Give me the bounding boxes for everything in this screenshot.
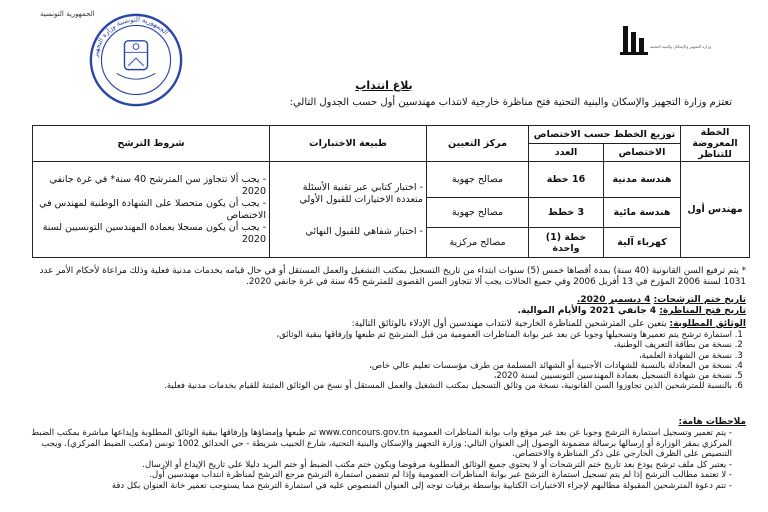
page-title: بلاغ انتداب [355, 79, 413, 92]
table-cell-count: خطة (1) واحدة [529, 228, 604, 258]
list-item: 3. نسخة من الشهادة العلمية، [16, 351, 732, 361]
age-footnote: * يتم ترفيع السن القانونية (40 سنة) بمدة أقصاها خمس (5) سنوات ابتداء من تاريخ التسجيل بمكتب التشغيل والعمل المستقل أو في حال قيامه بخدمات مدنية فعلية وذلك مراعاة لأحكام الأمر عدد 1031 لسنة 2006 المؤرخ في 13 أفريل 2006 وفي جميع الحالات يجب ألا تتجاوز السن القصوى للمترشح 45 سنة في غرة جانفي 2020. [39, 266, 746, 287]
header-tests: طبيعة الاختبارات [270, 126, 427, 162]
plan-cell: مهندس أول [681, 162, 750, 258]
table-cell-center: مصالح جهوية [427, 162, 529, 198]
list-item: - يعتبر كل ملف ترشح يودع بعد تاريخ ختم الترشحات أو لا يحتوي جميع الوثائق المطلوبة مرفوضا ويكون ختم مكتب الضبط أو ختم البريد دليلا على تاريخ الإيداع أو الإرسال. [16, 460, 732, 471]
table-cell-center: مصالح جهوية [427, 198, 529, 228]
conditions-cell [33, 162, 270, 258]
notes-section [16, 417, 746, 492]
notes-label: ملاحظات هامة: [678, 417, 746, 427]
table-cell-count: 16 خطة [529, 162, 604, 198]
header-count: العدد [529, 144, 604, 162]
list-item: 4. نسخة من المعادلة بالنسبة للشهادات الأجنبية أو الشهائد المسلمة من طرف مؤسسات تعليم عالي خاص، [16, 361, 732, 371]
list-item: 2. نسخة من بطاقة التعريف الوطنية، [16, 340, 732, 350]
opening-date-line [16, 306, 746, 317]
closing-date-label: تاريخ ختم الترشحات: [653, 295, 746, 305]
header-reference: الجمهورية التونسية [40, 10, 95, 18]
required-docs-label: الوثائق المطلوبة: [669, 319, 746, 329]
table-cell-count: 3 خطط [529, 198, 604, 228]
required-docs-intro: يتعين على المترشحين للمناظرة الخارجية لانتداب مهندسين أول الإدلاء بالوثائق التالية: [351, 319, 667, 329]
tests-cell [270, 162, 427, 258]
list-item: - تتم دعوة المترشحين المقبولة مطالبهم لإجراء الاختبارات الكتابية بواسطة برقيات توجه إلى العنوان المنصوص عليه في استمارة الترشح مما يستوجب تعمير خانة العنوان بكل دقة [16, 481, 732, 492]
ministry-logo-icon [620, 22, 648, 56]
closing-date-value: 4 ديسمبر 2020. [576, 295, 651, 305]
condition-item: - يجب ألا تتجاوز سن المترشح 40 سنة* في غرة جانفي 2020 [49, 173, 266, 197]
positions-table [32, 125, 750, 258]
condition-item: - يجب أن يكون متحصلا على الشهادة الوطنية لمهندس في الاختصاص [39, 197, 266, 221]
table-cell-specialty: هندسة مائية [604, 198, 681, 228]
test-item: - اختبار شفاهي للقبول النهائي [305, 225, 423, 237]
table-cell-specialty: كهرباء آلية [604, 228, 681, 258]
header-center: مركز التعيين [427, 126, 529, 162]
svg-text:الجمهورية التونسية وزارة التجه: الجمهورية التونسية وزارة التجهيز [91, 15, 170, 58]
condition-item: - يجب أن يكون مسجلا بعمادة المهندسين التونسيين لسنة 2020 [42, 221, 266, 245]
opening-date-value: 4 جانفي 2021 والأيام الموالية. [517, 306, 657, 316]
header-distribution: توزيع الخطط حسب الاختصاص [529, 126, 681, 144]
closing-date-line [16, 295, 746, 306]
notes-list [16, 428, 746, 492]
list-item: 1. استمارة ترشح يتم تعميرها وتسجيلها وجوبا عن بعد عبر بوابة المناظرات العمومية من قبل المترشح ثم طبعها وإرفاقها ببقية الوثائق، [16, 330, 732, 340]
ministry-seal-icon [88, 12, 184, 108]
required-docs-list [16, 330, 746, 392]
intro-text: تعتزم وزارة التجهيز والإسكان والبنية التحتية فتح مناظرة خارجية لانتداب مهندسين أول حسب الجدول التالي: [289, 97, 732, 108]
ministry-logo-text: وزارة التجهيز والإسكان والبنية التحتية [650, 44, 712, 49]
header-specialty: الاختصاص [604, 144, 681, 162]
header-conditions: شروط الترشح [33, 126, 270, 162]
list-item: - لا تعتمد مطالب الترشح إذا لم يتم تسجيل استمارة الترشح عبر بوابة المناظرات العمومية وإذا لم تتضمن استمارة الترشح مرجع الترشح لمناظرة انتداب مهندسين أول. [16, 470, 732, 481]
list-item: 5. نسخة من شهادة التسجيل بعمادة المهندسين التونسيين لسنة 2020، [16, 371, 732, 381]
test-item: - اختبار كتابي عبر تقنية الأسئلة متعددة الاختيارات للقبول الأولي [299, 181, 423, 205]
table-cell-center: مصالح مركزية [427, 228, 529, 258]
required-docs-section [16, 319, 746, 392]
list-item: - يتم تعمير وتسجيل استمارة الترشح وجوبا عن بعد عبر موقع واب بوابة المناظرات العمومية www.concours.gov.tn ثم طبعها وإمضاؤها وإرفاقها ببقية الوثائق المطلوبة وإيداعها مباشرة بمكتب الضبط المركزي بمقر الوزارة أو إرسالها برسالة مضمونة الوصول إلى العنوان التالي: وزارة التجهيز والإسكان والبنية التحتية، شارع الحبيب شريطة - حي الحدائق 1002 تونس (مكتب الضبط المركزي). ويجب التنصيص على الظرف الخارجي على ذكر المناظرة والاختصاص. [16, 428, 732, 460]
list-item: 6. بالنسبة للمترشحين الذين تجاوزوا السن القانونية، نسخة من وثائق التسجيل بمكتب التشغيل والعمل المستقل أو نسخ من الوثائق المثبتة للقيام بخدمات مدنية فعلية. [16, 381, 732, 391]
opening-date-label: تاريخ فتح المناظرة: [659, 306, 746, 316]
table-cell-specialty: هندسة مدنية [604, 162, 681, 198]
header-plan: الخطة المعروضة للتناظر [681, 126, 750, 162]
